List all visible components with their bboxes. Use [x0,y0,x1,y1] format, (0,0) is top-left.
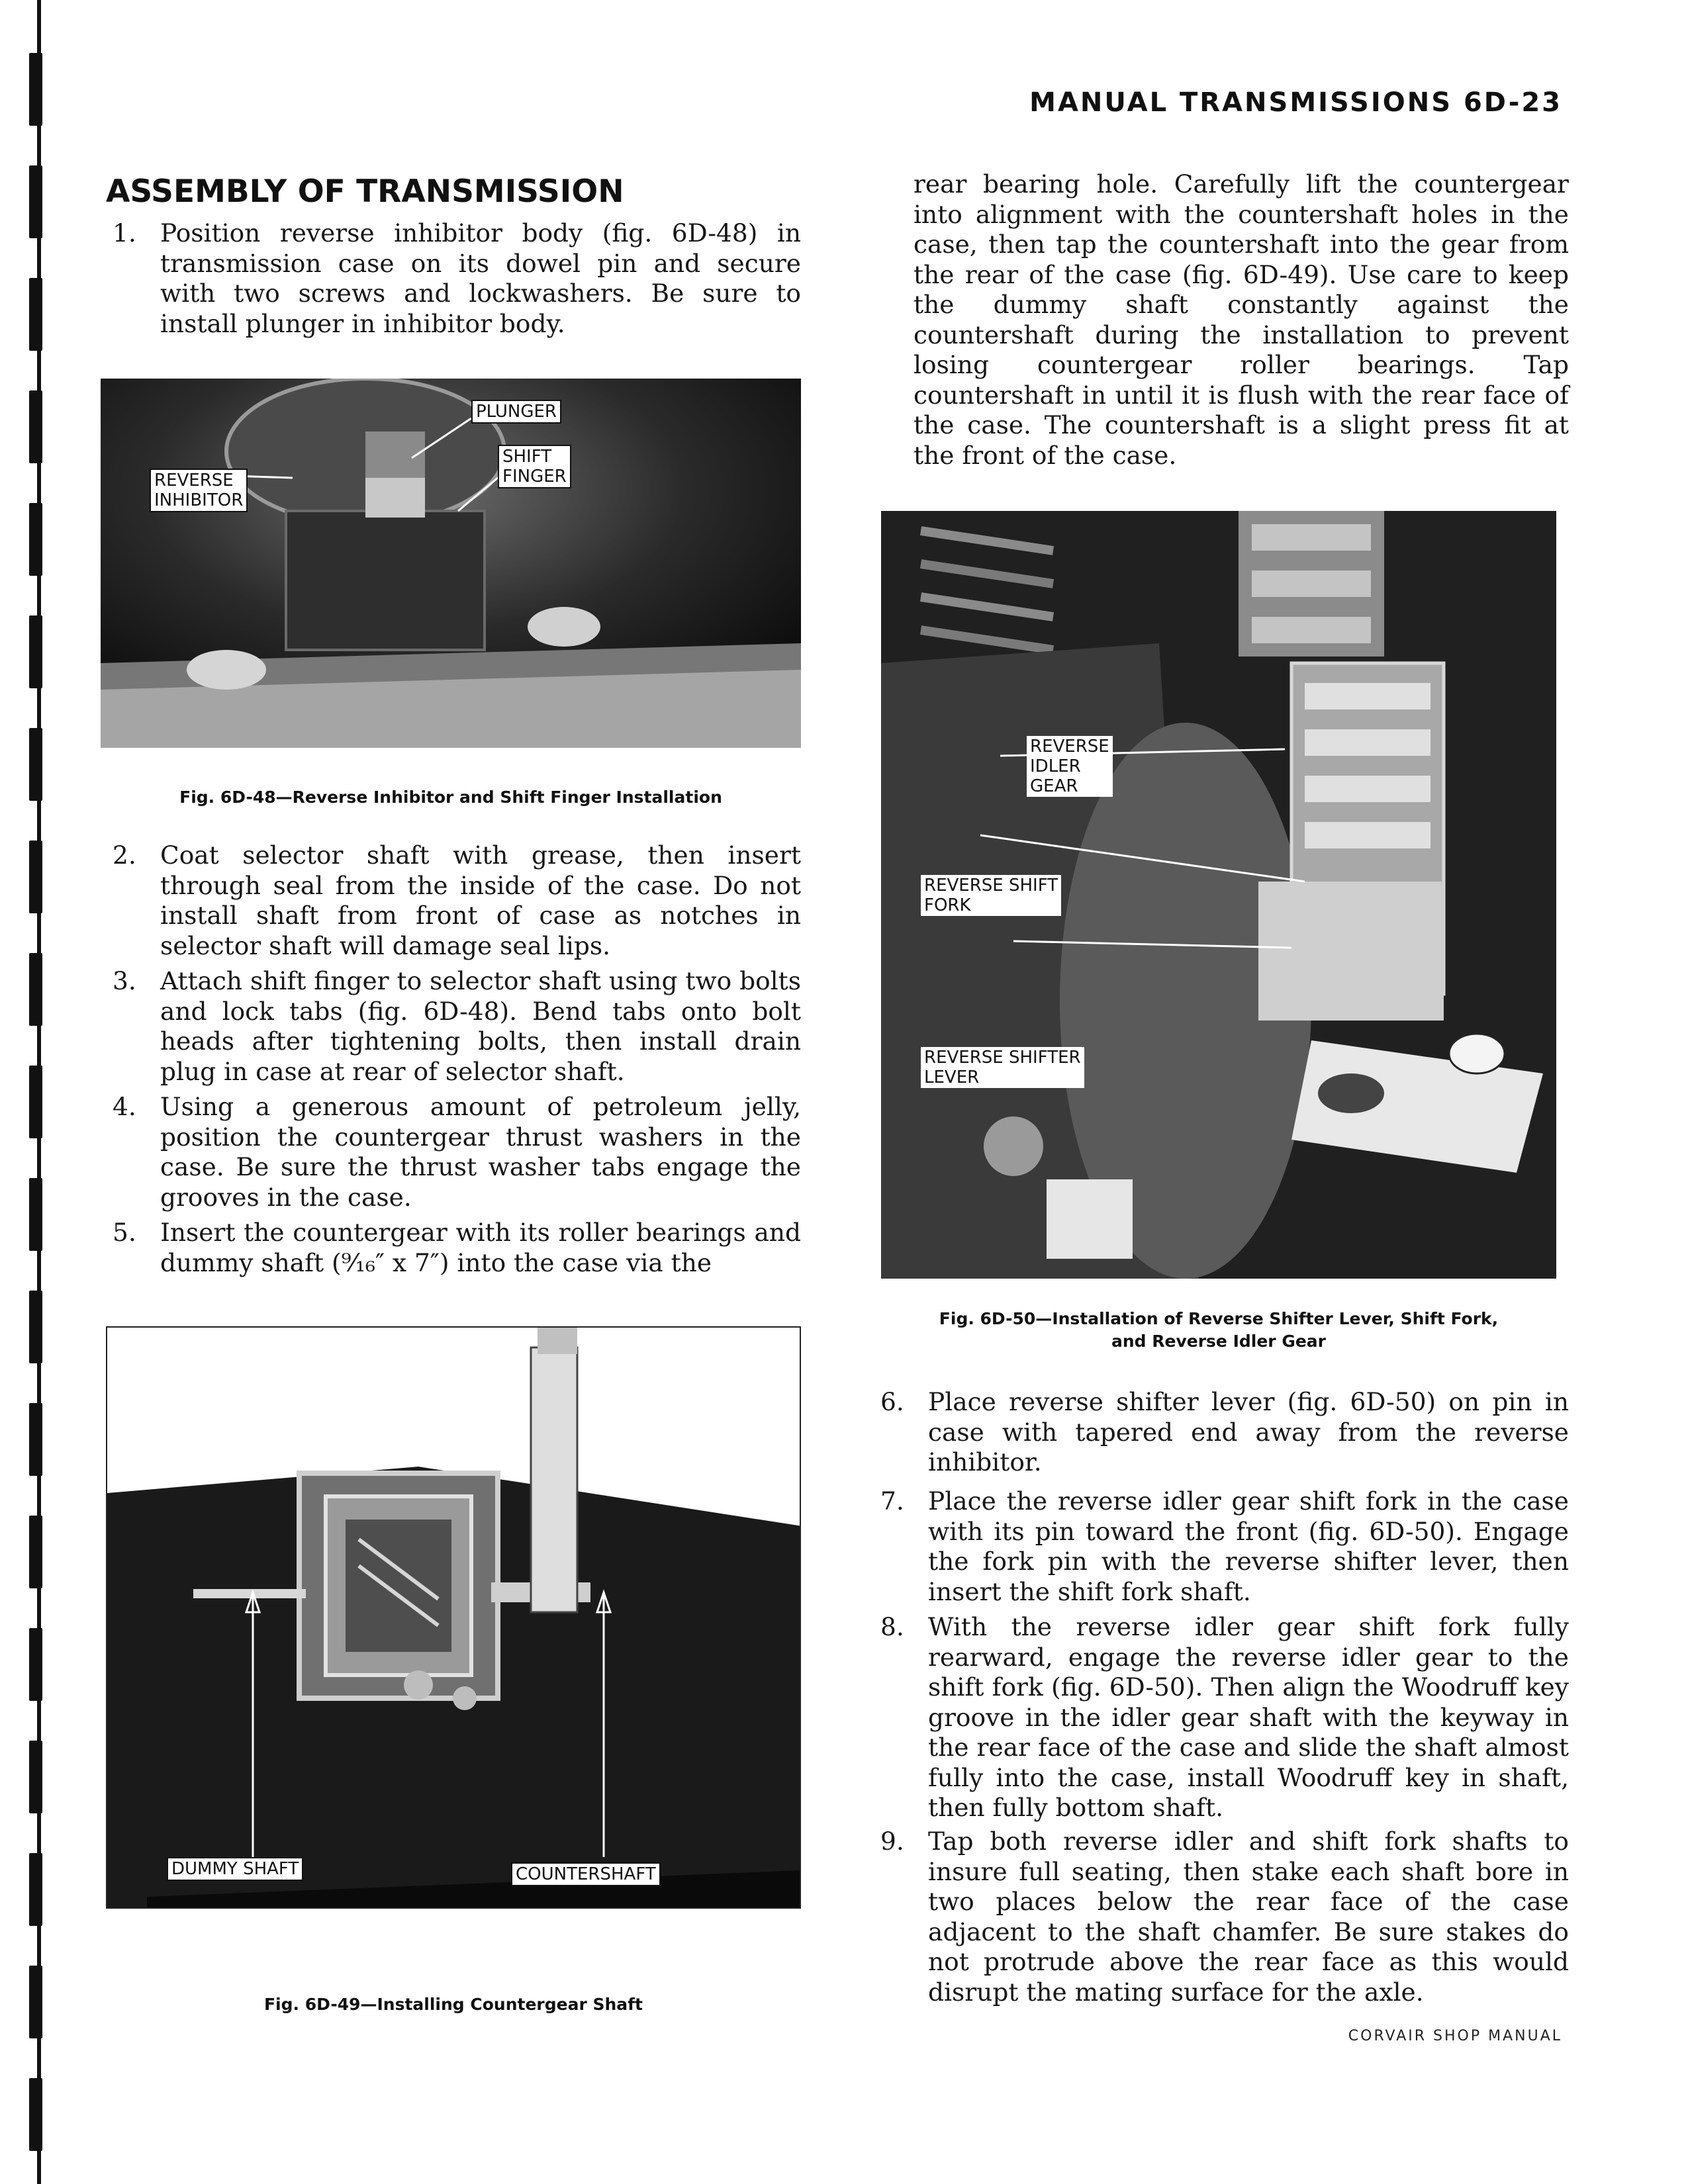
step-text: Insert the countergear with its roller bearings and dummy shaft (⁹⁄₁₆″ x 7″) into the case via the [160,1218,801,1277]
step-9 [880,1827,1569,2012]
figure-6d-50-caption [881,1308,1556,1353]
step-text: Coat selector shaft with grease, then insert through seal from the inside of the case. Do not install shaft from front of case as notches in selector shaft will damage seal lips. [160,841,801,960]
step-number: 1. [113,218,136,248]
step-text: Attach shift finger to selector shaft using two bolts and lock tabs (fig. 6D-48). Bend tabs onto bolt heads after tightening bolts, then install drain plug in case at rear of selector shaft. [160,966,801,1086]
step-number: 3. [113,966,136,995]
footer: CORVAIR SHOP MANUAL [1348,2028,1562,2044]
step-text: Place reverse shifter lever (fig. 6D-50) on pin in case with tapered end away from the reverse inhibitor. [928,1387,1569,1477]
figure-6d-49-caption: Fig. 6D-49—Installing Countergear Shaft [263,1995,643,2014]
step-text: Tap both reverse idler and shift fork shafts to insure full seating, then stake each shaft bore in two places below the rear face of the case adjacent to the shaft chamfer. Be sure stakes do not protrude above the rear face as this would disrupt the mating surface for the axle. [928,1827,1569,2007]
step-text: Place the reverse idler gear shift fork in the case with its pin toward the front (fig. 6D-50). Engage the fork pin with the reverse shifter lever, then insert the shift fork shaft. [928,1486,1569,1606]
figure-6d-48-caption: Fig. 6D-48—Reverse Inhibitor and Shift Finger Installation [179,788,722,807]
callout-reverse-shifter-lever: REVERSE SHIFTER LEVER [921,1047,1084,1088]
callout-reverse-shift-fork: REVERSE SHIFT FORK [921,875,1061,916]
callout-dummy-shaft: DUMMY SHAFT [167,1857,303,1881]
step-2 [113,841,801,963]
step-8 [880,1612,1569,1824]
step-text: With the reverse idler gear shift fork fully rearward, engage the reverse idler gear to the shift fork (fig. 6D-50). Then align the Woodruff key groove in the idler gear shaft with the keyway in the rear face of the case and slide the shaft almost fully into the case, install Woodruff key in shaft, then fully bottom shaft. [928,1612,1569,1822]
callout-reverse-inhibitor: REVERSE INHIBITOR [150,469,248,512]
step-5-continuation: rear bearing hole. Carefully lift the countergear into alignment with the countershaft holes in the case, then tap the countershaft into the gear from the rear of the case (fig. 6D-49). Use care to keep the dummy shaft constantly against the countershaft during the installation to prevent losing countergear roller bearings. Tap countershaft in until it is flush with the rear face of the case. The countershaft is a slight press fit at the front of the case. [914,169,1569,470]
callout-plunger: PLUNGER [471,400,561,424]
step-4 [113,1092,801,1214]
step-number: 8. [880,1612,904,1641]
callout-shift-finger: SHIFT FINGER [498,445,571,488]
figure-6d-50-caption-line-2: and Reverse Idler Gear [1111,1332,1327,1351]
step-number: 7. [880,1486,904,1516]
callout-countershaft: COUNTERSHAFT [511,1862,661,1886]
step-text: Using a generous amount of petroleum jelly, position the countergear thrust washers in the case. Be sure the thrust washer tabs engage the grooves in the case. [160,1092,801,1212]
callout-reverse-idler-gear: REVERSE IDLER GEAR [1027,736,1113,797]
figure-6d-50-photo [881,511,1556,1279]
step-7 [880,1486,1569,1609]
step-number: 2. [113,841,136,870]
section-title: ASSEMBLY OF TRANSMISSION [106,173,624,210]
step-number: 9. [880,1827,904,1856]
scan-binding-edge [0,0,60,2184]
step-1 [113,218,801,344]
figure-6d-50-caption-line-1: Fig. 6D-50—Installation of Reverse Shifter Lever, Shift Fork, [939,1309,1499,1328]
step-5 [113,1218,801,1281]
figure-6d-48-photo [101,379,801,748]
step-number: 6. [880,1387,904,1416]
step-text: Position reverse inhibitor body (fig. 6D-48) in transmission case on its dowel pin and secure with two screws and lockwashers. Be sure to install plunger in inhibitor body. [160,218,801,338]
running-head: MANUAL TRANSMISSIONS 6D-23 [1029,87,1562,118]
step-number: 4. [113,1092,136,1121]
step-6 [880,1387,1569,1480]
step-3 [113,966,801,1089]
step-number: 5. [113,1218,136,1247]
figure-6d-49-photo [106,1326,801,1909]
